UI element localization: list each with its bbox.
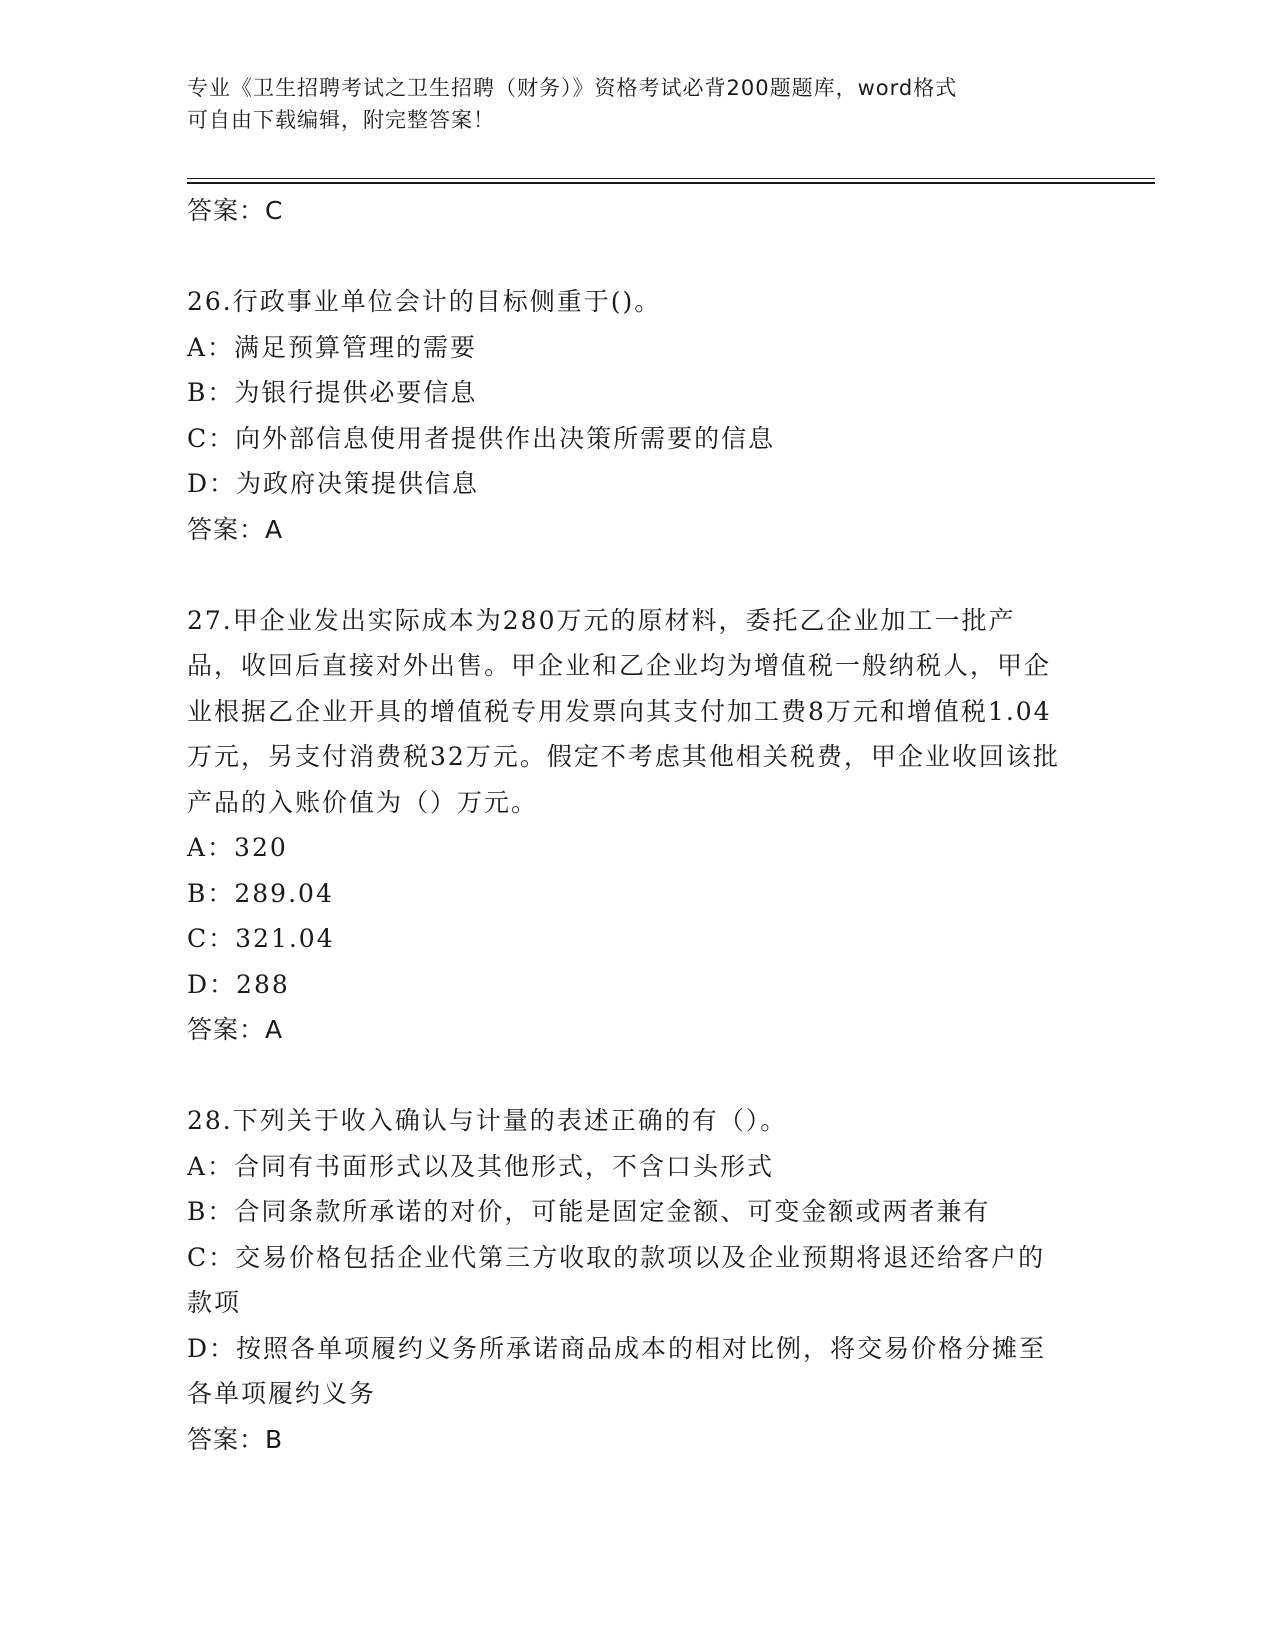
previous-answer: 答案：C [187, 196, 284, 225]
question-text: 27.甲企业发出实际成本为280万元的原材料，委托乙企业加工一批产品，收回后直接对外出售。甲企业和乙企业均为增值税一般纳税人，甲企业根据乙企业开具的增值税专用发票向其支付加工费8万元和增值税1.04万元，另支付消费税32万元。假定不考虑其他相关税费，甲企业收回该批产品的入账价值为（）万元。 [187, 605, 1060, 817]
answer: 答案：B [187, 1424, 284, 1454]
option-d: D：为政府决策提供信息 [187, 469, 480, 498]
option-c: C：321.04 [187, 924, 335, 953]
document-header [187, 72, 1087, 136]
answer: 答案：A [187, 514, 284, 544]
document-body [187, 188, 1087, 1462]
option-b: B：为银行提供必要信息 [187, 378, 478, 407]
question-27 [187, 598, 1087, 1053]
spacer [187, 234, 1087, 280]
spacer [187, 552, 1087, 598]
question-26 [187, 279, 1087, 552]
option-a: A：320 [187, 833, 288, 862]
header-line-2: 可自由下载编辑，附完整答案！ [187, 108, 495, 132]
header-divider-thick [187, 182, 1155, 184]
option-d: D：288 [187, 969, 290, 999]
header-line-1: 专业《卫生招聘考试之卫生招聘（财务）》资格考试必背200题题库，word格式 [187, 76, 958, 100]
option-b: B：289.04 [187, 878, 334, 908]
spacer [187, 1053, 1087, 1099]
question-28 [187, 1098, 1087, 1462]
option-c: C：向外部信息使用者提供作出决策所需要的信息 [187, 423, 776, 453]
question-text: 26.行政事业单位会计的目标侧重于()。 [187, 287, 662, 316]
option-c: C：交易价格包括企业代第三方收取的款项以及企业预期将退还给客户的款项 [187, 1242, 1046, 1317]
option-d: D：按照各单项履约义务所承诺商品成本的相对比例，将交易价格分摊至各单项履约义务 [187, 1333, 1047, 1408]
option-b: B：合同条款所承诺的对价，可能是固定金额、可变金额或两者兼有 [187, 1197, 991, 1226]
question-text: 28.下列关于收入确认与计量的表述正确的有（）。 [187, 1106, 788, 1135]
answer: 答案：A [187, 1015, 284, 1044]
option-a: A：满足预算管理的需要 [187, 332, 478, 362]
header-divider-thin [187, 178, 1155, 179]
option-a: A：合同有书面形式以及其他形式，不含口头形式 [187, 1151, 775, 1181]
